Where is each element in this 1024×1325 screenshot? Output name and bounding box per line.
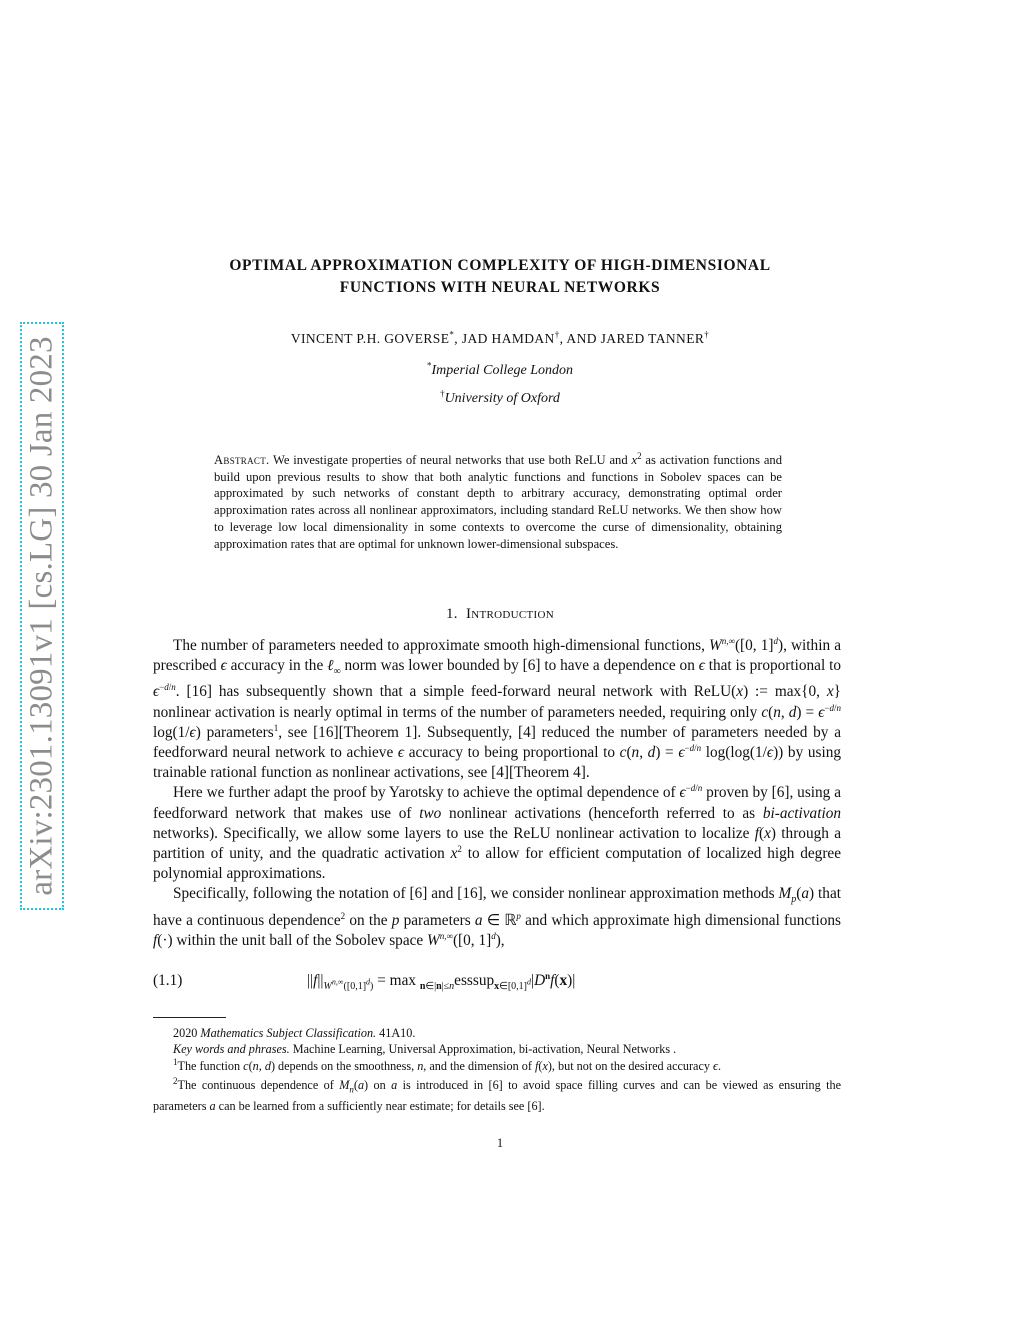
affiliation-imperial <box>150 360 850 379</box>
author-goverse-mark: * <box>449 329 455 340</box>
introduction-body <box>153 636 841 951</box>
equation-number: (1.1) <box>153 972 183 989</box>
abstract-label: Abstract. <box>214 453 270 467</box>
author-list <box>150 331 850 347</box>
footnote-1: $^1$The function c(n, d) depends on the smoothness, n, and the dimension of f(x), but not on the desired accuracy ϵ. <box>173 1056 721 1073</box>
author-hamdan-mark: † <box>554 329 560 340</box>
affiliation-mark: * <box>426 360 432 371</box>
section-heading-introduction <box>150 606 850 623</box>
affiliation-name: Imperial College London <box>431 363 574 378</box>
paragraph-2: Here we further adapt the proof by Yarotsky to achieve the optimal dependence of $\epsilon^{-d/n}$ proven by [6], using a feedforward network that makes use of two nonlinear activations (henceforth referred to as bi-activation networks). Specifically, we allow some layers to use the ReLU nonlinear activation to localize f(x) through a partition of unity, and the quadratic activation $x^2$ to allow for efficient computation of localized high degree polynomial approximations. <box>153 783 842 883</box>
author-goverse: VINCENT P.H. GOVERSE <box>290 331 450 346</box>
paper-title <box>150 255 850 299</box>
title-line-2: FUNCTIONS WITH NEURAL NETWORKS <box>339 279 661 296</box>
paragraph-1: The number of parameters needed to approximate smooth high-dimensional functions, $W^{n,\infty}([0$, 1]$^d$), within a prescribed ϵ accuracy in the ℓ$_\infty$ norm was lower bounded by [6] to have a dependence on ϵ that is proportional to $\epsilon^{-d/n}$. [16] has subsequently shown that a simple feed-forward neural network with ReLU(x) := max{0, x} nonlinear activation is nearly optimal in terms of the number of parameters needed, requiring only c(n, $d) = \epsilon^{-d/n}$ log(1/ϵ) parameters$^1$, see [16][Theorem 1]. Subsequently, [4] reduced the number of parameters needed by a feedforward neural network to achieve ϵ accuracy to being proportional to c(n, $d) = \epsilon^{-d/n}$ log(log(1/ϵ)) by using trainable rational function as nonlinear activations, see [4][Theorem 4]. <box>153 635 842 782</box>
section-number: 1. <box>445 606 458 622</box>
affiliation-mark: † <box>440 388 445 399</box>
author-hamdan: JAD HAMDAN <box>461 331 555 346</box>
keywords: Key words and phrases. Machine Learning, Universal Approximation, bi-activation, Neural Networks . <box>173 1042 677 1057</box>
author-tanner: JARED TANNER <box>600 331 705 346</box>
footnote-divider <box>153 1017 226 1018</box>
abstract: Abstract. We investigate properties of neural networks that use both ReLU and $x^2$ as activation functions and build upon previous results to show that both analytic functions and functions in Sobolev spaces can be approximated by such networks of constant depth to arbitrary accuracy, demonstrating optimal order approximation rates across all nonlinear approximators, including standard ReLU networks. We then show how to leverage low local dimensionality in some contexts to overcome the curse of dimensionality, obtaining approximation rates that are optimal for unknown lower-dimensional subspaces. <box>214 450 782 551</box>
affiliation-name: University of Oxford <box>444 391 560 406</box>
affiliation-oxford <box>150 388 850 407</box>
paragraph-3: Specifically, following the notation of [6] and [16], we consider nonlinear approximation methods $M_p(a)$ that have a continuous dependence$^2$ on the p parameters a ∈ ℝ$^p$ and which approximate high dimensional functions f(·) within the unit ball of the Sobolev space $W^{n,\infty}([0$, 1]$^d$), <box>153 885 841 949</box>
footnotes <box>153 1025 841 1114</box>
author-separator: , AND <box>559 331 601 346</box>
equation-body: $||f||_{W^{n,\infty}([0,1]^d)} = \max$ $_{n\in|n|\le n}esssup_{x\in[0,1]^d}|D^nf(x)|$ <box>307 970 576 993</box>
section-title: Introduction <box>465 606 554 622</box>
author-tanner-mark: † <box>704 329 710 340</box>
arxiv-identifier-text[interactable]: arXiv:2301.13091v1 [cs.LG] 30 Jan 2023 <box>23 336 60 896</box>
footnote-2: $^2$The continuous dependence of $M_n(a)$ on a is introduced in [6] to avoid space filling curves and can be viewed as ensuring the parameters a can be learned from a sufficiently near estimate; for details see [6]. <box>153 1075 841 1113</box>
equation-1-1 <box>153 972 841 996</box>
abstract-text: We investigate properties of neural networks that use both ReLU and <box>269 453 632 467</box>
arxiv-identifier-stamp[interactable] <box>20 322 64 910</box>
msc-classification: 2020 Mathematics Subject Classification. 41A10. <box>173 1026 416 1040</box>
author-separator: , <box>454 331 462 346</box>
title-line-1: OPTIMAL APPROXIMATION COMPLEXITY OF HIGH-DIMENSIONAL <box>229 257 771 274</box>
abstract-text: as activation functions and build upon previous results to show that both analytic functions and functions in Sobolev spaces can be approximated by such networks of constant depth to arbitrary accuracy, demonstrating optimal order approximation rates across all nonlinear approximators, including standard ReLU networks. We then show how to leverage low local dimensionality in some contexts to overcome the curse of dimensionality, obtaining approximation rates that are optimal for unknown lower-dimensional subspaces. <box>214 453 782 551</box>
page-number: 1 <box>496 1136 504 1150</box>
